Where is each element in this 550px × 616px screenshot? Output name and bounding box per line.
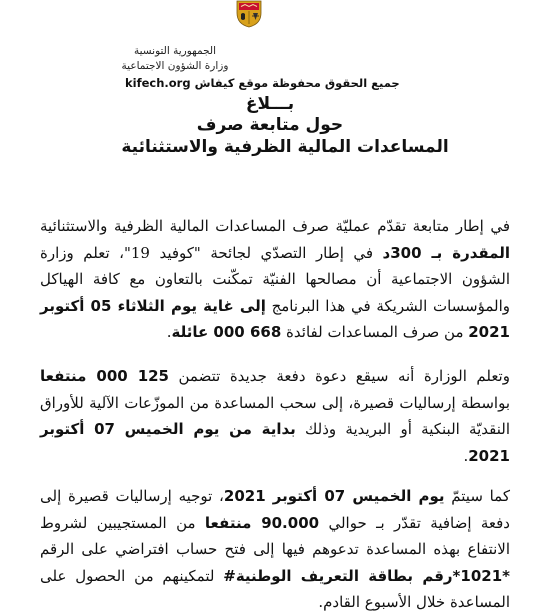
p1-amount: المقدرة بـ 300د <box>382 243 511 262</box>
p2-beneficiaries-count: 125 000 منتفعا <box>40 367 169 385</box>
rights-notice: جميع الحقوق محفوظة موقع كيفاش kifech.org <box>125 76 400 90</box>
p3-ussd-code: *1021*رقم بطاقة التعريف الوطنية# <box>223 566 510 585</box>
p1-families-count: 668 000 عائلة <box>171 323 282 341</box>
p1-date: إلى غاية يوم الثلاثاء 05 أكتوبر 2021 <box>40 296 510 341</box>
p3-text-g: لتمكينهم من الحصول على المساعدة خلال الأسبوع القادم. <box>40 566 510 611</box>
p1-text-a: في إطار متابعة تقدّم عمليّة صرف المساعدات المالية الظرفية والاستثنائية <box>40 217 510 235</box>
paragraph-2 <box>40 363 510 469</box>
announcement-title: بـــلاغ <box>245 94 295 114</box>
subject-line-1: حول متابعة صرف <box>196 115 344 135</box>
p2-text-c: بواسطة إرساليات قصيرة، إلى سحب المساعدة من الموزّعات الآلية للأوراق النقديّة البنكية أو البريدية وذلك <box>40 393 511 438</box>
p3-beneficiaries-count: 90.000 منتفعا <box>204 513 320 532</box>
p3-text-a: كما سيتمّ <box>444 487 510 505</box>
p2-text-e: . <box>463 446 469 465</box>
p3-text-e: من المستجيبين لشروط الانتفاع بهذه المساعدة تدعوهم فيها إلى فتح حساب افتراضي على الرقم <box>40 513 510 558</box>
ministry-header <box>100 44 250 74</box>
p2-text-a: وتعلم الوزارة أنه سيقع دعوة دفعة جديدة تتضمن <box>169 367 510 385</box>
paragraph-1 <box>40 213 510 346</box>
p3-date: يوم الخميس 07 أكتوبر 2021 <box>223 487 445 505</box>
p1-text-e: من صرف المساعدات لفائدة <box>281 323 469 341</box>
subject-line-2: المساعدات المالية الظرفية والاستثنائية <box>121 137 449 157</box>
document-title <box>0 94 550 158</box>
p1-text-g: . <box>166 323 172 341</box>
paragraph-3 <box>40 483 510 616</box>
ministry-name: وزارة الشؤون الاجتماعية <box>121 60 229 72</box>
republic-name: الجمهورية التونسية <box>134 45 216 57</box>
p1-text-c: في إطار التصدّي لجائحة "كوفيد 19"، تعلم وزارة الشؤون الاجتماعية أن مصالحها الفنيّة تمكّنت بالتعاون مع كافة الهياكل والمؤسسات الشريكة في هذا البرنامج <box>40 243 510 315</box>
p3-text-c: ، توجيه إرساليات قصيرة إلى دفعة إضافية تقدّر بـ حوالي <box>40 487 510 532</box>
p2-start-date: بداية من يوم الخميس 07 أكتوبر 2021 <box>40 420 510 465</box>
tunisia-coat-of-arms-icon <box>234 0 264 28</box>
